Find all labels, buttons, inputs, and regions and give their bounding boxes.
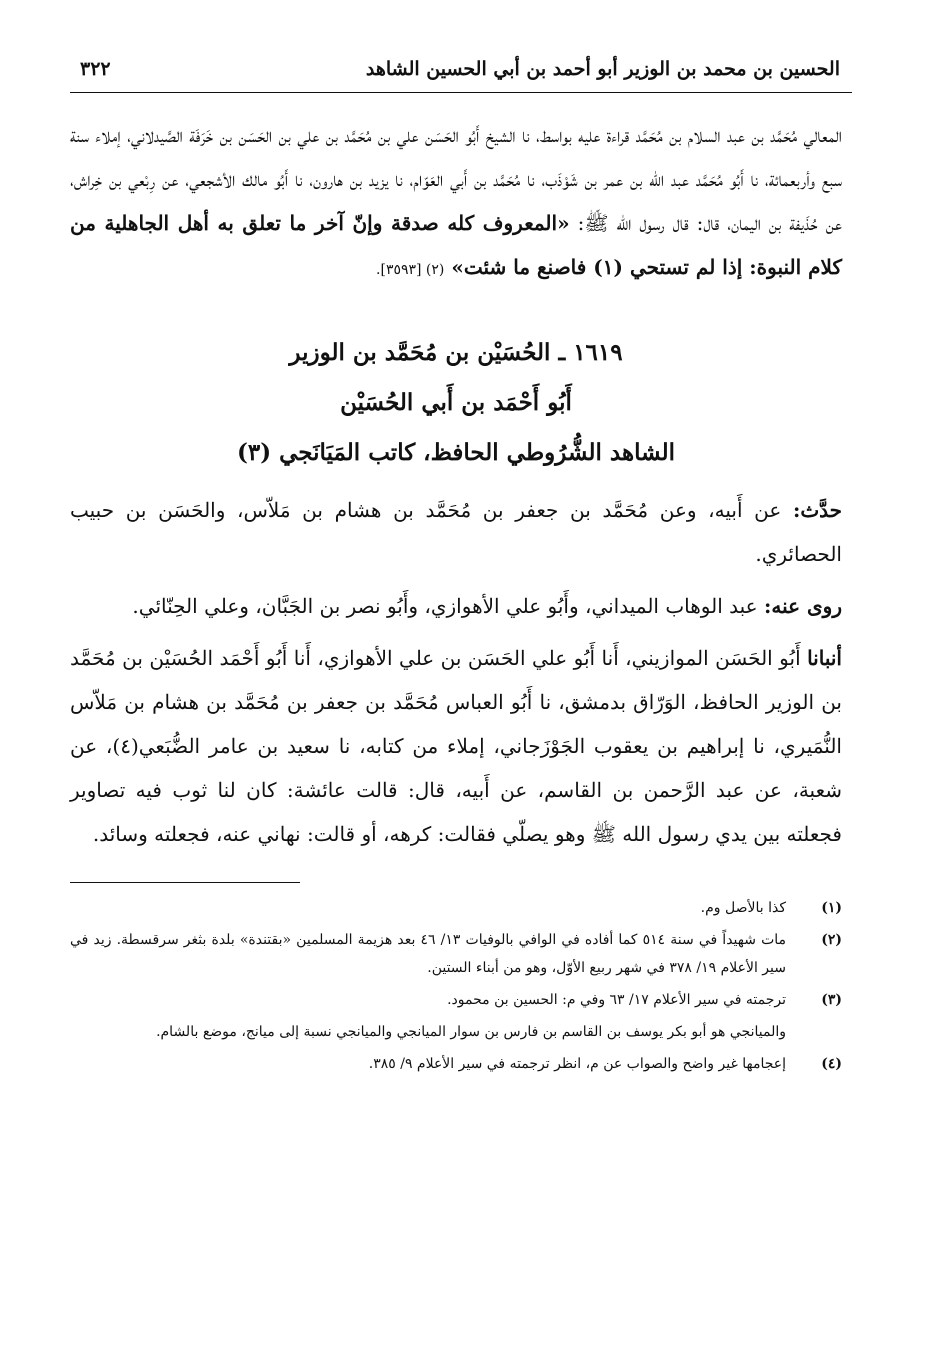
running-header [70, 58, 852, 93]
footnote-number: (٤) [821, 1056, 842, 1072]
footnotes [70, 882, 842, 1078]
haddath-label: حدَّث: [792, 498, 843, 522]
isnad-text: المعالي مُحَمَّد بن عبد السلام بن مُحَمَّد قراءة عليه بواسط، نا الشيخ أَبُو الحَسَن علي بن مُحَمَّد بن علي بن الحَسَن بن خَرَفَة الصَّيدلاني، إملاء سنة سبع وأربعمائة، نا أَبُو مُحَمَّد عبد اللّه بن عمر بن شَوْذَب، نا مُحَمَّد بن أَبي العَوّام، نا يزيد بن هارون، نا أَبُو مالك الأشجعي، عن رِبْعي بن خِراش، عن حُذَيفة بن اليمان، قال: قال رسول الله ﷺ: [70, 123, 843, 235]
footnote-item [70, 894, 842, 922]
hadith-text: «المعروف كله صدقة وإنّ آخر ما تعلق به أهل الجاهلية من كلام النبوة: إذا لم تستحي (١) فاصنع ما شئت» (٢) [٣٥٩٣]. [70, 211, 842, 279]
book-page [70, 58, 852, 1082]
continued-paragraph [70, 113, 842, 292]
anbana-section [70, 636, 842, 856]
footnote-number: (١) [821, 900, 842, 916]
rawa-label: روى عنه: [763, 594, 842, 618]
page-body [70, 113, 852, 1078]
entry-heading-line-1: ١٦١٩ ـ الحُسَيْن بن مُحَمَّد بن الوزير [289, 339, 623, 366]
footnote-text: إعجامها غير واضح والصواب عن م، انظر ترجمته في سير الأعلام ٩/ ٣٨٥. [368, 1056, 786, 1072]
footnote-text: والميانجي هو أبو بكر يوسف بن القاسم بن فارس بن سوار الميانجي والميانجي نسبة إلى ميانج، موضع بالشام. [156, 1024, 786, 1040]
footnote-item [70, 1018, 842, 1046]
footnote-item [70, 986, 842, 1014]
rawa-section [70, 584, 842, 628]
entry-heading-line-2: أَبُو أَحْمَد بن أَبي الحُسَيْن [340, 389, 572, 416]
running-title: الحسين بن محمد بن الوزير أبو أحمد بن أبي الحسين الشاهد [365, 58, 840, 80]
entry-heading [70, 328, 842, 478]
footnote-number: (٢) [821, 932, 842, 948]
haddath-text: عن أَبيه، وعن مُحَمَّد بن جعفر بن مُحَمَّد بن هشام بن مَلاّس، والحَسَن بن حبيب الحصائري. [70, 498, 842, 566]
footnote-number [800, 1018, 842, 1046]
footnote-number: (٣) [821, 992, 842, 1008]
footnote-item [70, 1050, 842, 1078]
footnote-text: كذا بالأصل وم. [700, 900, 786, 916]
rawa-text: عبد الوهاب الميداني، وأَبُو علي الأهوازي، وأَبُو نصر بن الجَبَّان، وعلي الحِنّائي. [132, 594, 758, 618]
haddath-section [70, 488, 842, 576]
footnote-text: مات شهيداً في سنة ٥١٤ كما أفاده في الوافي بالوفيات ١٣/ ٤٦ بعد هزيمة المسلمين «بقتندة» بلدة بثغر سرقسطة. زيد في سير الأعلام ١٩/ ٣٧٨ في شهر ربيع الأوّل، وهو من أبناء الستين. [70, 932, 787, 976]
anbana-text: أَبُو الحَسَن الموازيني، أَنا أَبُو علي الحَسَن بن علي الأهوازي، أَنا أَبُو أَحْمَد الحُسَيْن بن مُحَمَّد بن الوزير الحافظ، الوَرّاق بدمشق، نا أَبُو العباس مُحَمَّد بن جعفر بن مُحَمَّد بن هشام بن مَلاّس النُّمَيري، نا إبراهيم بن يعقوب الجَوْزَجاني، إملاء من كتابه، نا سعيد بن عامر الضُّبَعي(٤)، عن شعبة، عن عبد الرَّحمن بن القاسم، عن أَبيه، قال: قالت عائشة: كان لنا ثوب فيه تصاوير فجعلته بين يدي رسول الله ﷺ وهو يصلّي فقالت: كرهه، أو قالت: نهاني عنه، فجعلته وسائد. [70, 646, 842, 846]
hadith-references: (٢) [٣٥٩٣]. [376, 262, 445, 278]
footnote-text: ترجمته في سير الأعلام ١٧/ ٦٣ وفي م: الحسين بن محمود. [447, 992, 786, 1008]
page-number: ٣٢٢ [80, 58, 111, 80]
anbana-label: أنبانا [807, 646, 842, 670]
footnote-divider [70, 882, 842, 894]
footnote-item [70, 926, 842, 982]
entry-heading-line-3: الشاهد الشُّرُوطي الحافظ، كاتب المَيَانَجي (٣) [237, 439, 675, 466]
